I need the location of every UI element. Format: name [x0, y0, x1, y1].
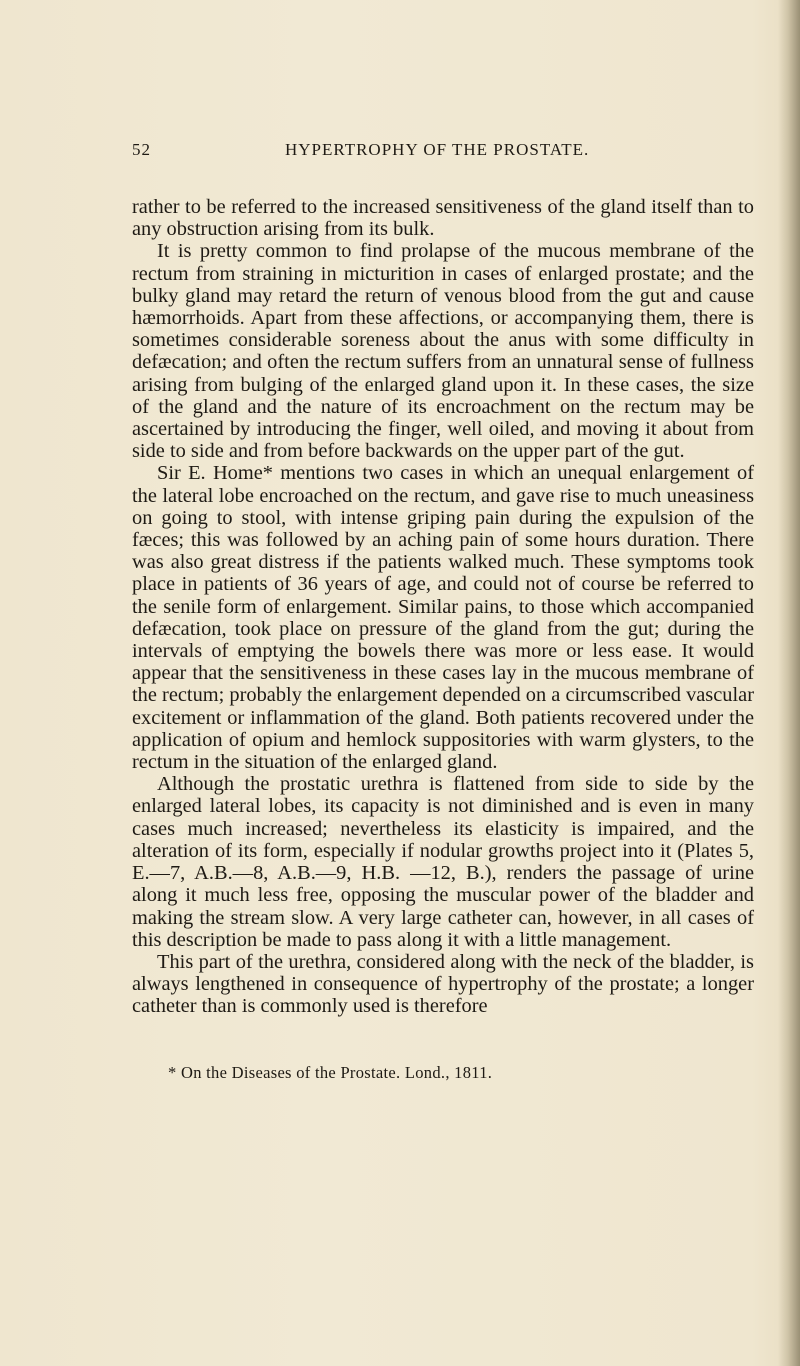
body-text: [132, 196, 754, 1018]
paragraph: Although the prostatic urethra is flattened from side to side by the enlarged lateral lobes, its capacity is not diminished and is even in many cases much increased; nevertheless its elasticity is impaired, and the alteration of its form, especially if nodular growths project into it (Plates 5, E.—7, A.B.—8, A.B.—9, H.B. —12, B.), renders the passage of urine along it much less free, opposing the muscular power of the bladder and making the stream slow. A very large catheter can, however, in all cases of this description be made to pass along it with a little management.: [132, 773, 754, 951]
page-edge-shadow: [778, 0, 800, 1366]
running-head: HYPERTROPHY OF THE PROSTATE.: [285, 140, 590, 159]
paragraph: Sir E. Home* mentions two cases in which an unequal enlargement of the lateral lobe encroached on the rectum, and gave rise to much uneasiness on going to stool, with intense griping pain during the expulsion of the fæces; this was followed by an aching pain of some hours duration. There was also great distress if the patients walked much. These symptoms took place in patients of 36 years of age, and could not of course be referred to the senile form of enlargement. Similar pains, to those which accompanied defæcation, took place on pressure of the gland from the gut; during the intervals of emptying the bowels there was more or less ease. It would appear that the sensitiveness in these cases lay in the mucous membrane of the rectum; probably the enlargement depended on a circumscribed vascular excitement or inflammation of the gland. Both patients recovered under the application of opium and hemlock suppositories with warm glysters, to the rectum in the situation of the enlarged gland.: [132, 462, 754, 774]
page-header: [132, 140, 752, 164]
paragraph: It is pretty common to find prolapse of the mucous membrane of the rectum from straining in micturition in cases of enlarged prostate; and the bulky gland may retard the return of venous blood from the gut and cause hæmorrhoids. Apart from these affections, or accompanying them, there is sometimes considerable soreness about the anus with some difficulty in defæcation; and often the rectum suffers from an unnatural sense of fullness arising from bulging of the enlarged gland upon it. In these cases, the size of the gland and the nature of its encroachment on the rectum may be ascertained by introducing the finger, well oiled, and moving it about from side to side and from before backwards on the upper part of the gut.: [132, 240, 754, 463]
paragraph: This part of the urethra, considered along with the neck of the bladder, is always lengthened in consequence of hypertrophy of the prostate; a longer catheter than is commonly used is therefore: [132, 950, 754, 1018]
page-number: 52: [132, 140, 151, 159]
paragraph: rather to be referred to the increased sensitiveness of the gland itself than to any obstruction arising from its bulk.: [132, 196, 754, 241]
footnote: * On the Diseases of the Prostate. Lond., 1811.: [168, 1063, 493, 1082]
